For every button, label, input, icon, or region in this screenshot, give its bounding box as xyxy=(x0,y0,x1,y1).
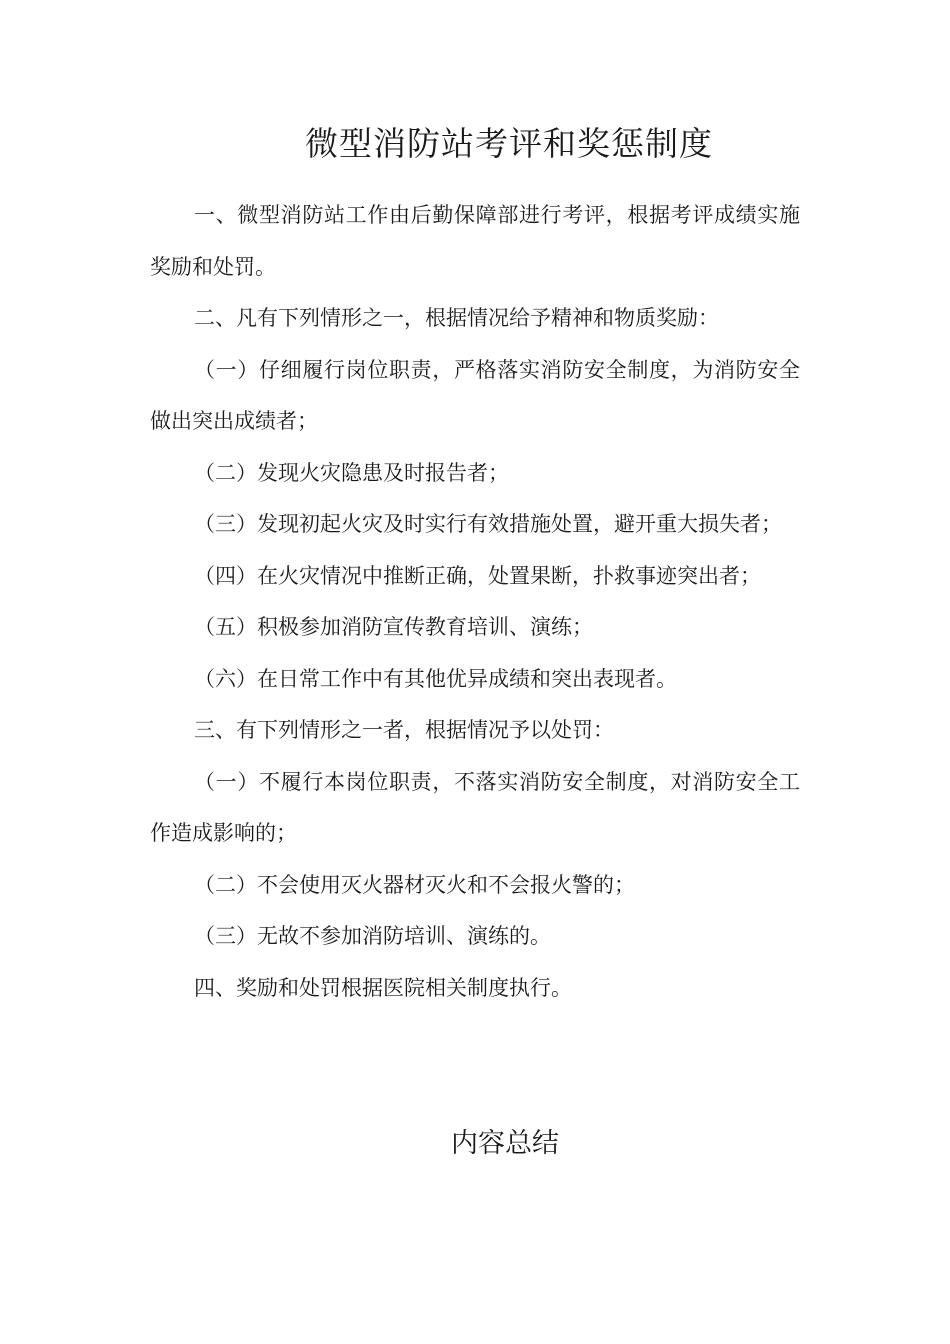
paragraph-reward-item-6: （六）在日常工作中有其他优异成绩和突出表现者。 xyxy=(194,666,677,691)
paragraph-evaluation: 一、微型消防站工作由后勤保障部进行考评，根据考评成绩实施奖励和处罚。 xyxy=(150,203,800,279)
paragraph-penalty-item-3: （三）无故不参加消防培训、演练的。 xyxy=(194,924,551,948)
paragraph-reward-item-2: （二）发现火灾隐患及时报告者； xyxy=(194,460,509,485)
paragraph-reward-item-1: （一）仔细履行岗位职责，严格落实消防安全制度，为消防安全做出突出成绩者； xyxy=(150,357,800,433)
paragraph-reward-item-3: （三）发现初起火灾及时实行有效措施处置，避开重大损失者； xyxy=(194,512,782,536)
paragraph-execution: 四、奖励和处罚根据医院相关制度执行。 xyxy=(194,975,572,1000)
document-body xyxy=(150,190,800,1014)
paragraph-penalty-item-1: （一）不履行本岗位职责，不落实消防安全制度，对消防安全工作造成影响的； xyxy=(150,769,800,845)
paragraph-penalty-heading: 三、有下列情形之一者，根据情况予以处罚： xyxy=(194,718,614,742)
paragraph-reward-item-4: （四）在火灾情况中推断正确，处置果断，扑救事迹突出者； xyxy=(194,563,761,588)
document-title: 微型消防站考评和奖惩制度 xyxy=(305,124,713,163)
paragraph-reward-item-5: （五）积极参加消防宣传教育培训、演练； xyxy=(194,615,593,639)
summary-heading: 内容总结 xyxy=(451,1128,559,1159)
paragraph-reward-heading: 二、凡有下列情形之一，根据情况给予精神和物质奖励： xyxy=(194,306,719,330)
paragraph-penalty-item-2: （二）不会使用灭火器材灭火和不会报火警的； xyxy=(194,872,635,897)
